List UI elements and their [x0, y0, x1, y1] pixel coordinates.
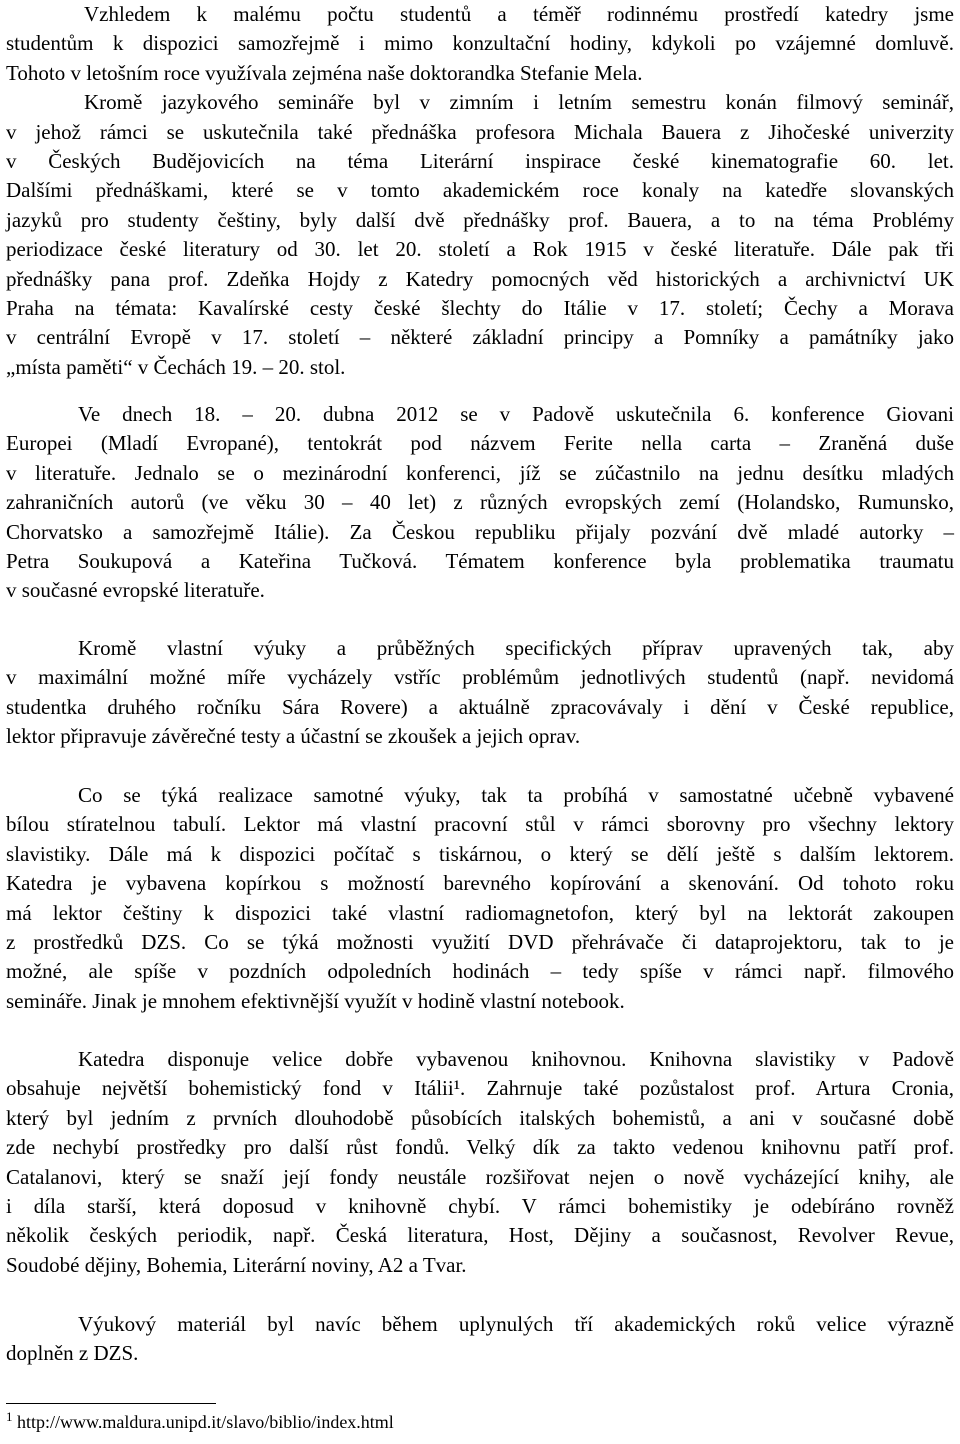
text-line: bílou stíratelnou tabulí. Lektor má vlastní pracovní stůl v rámci sborovny pro všechny lektory: [6, 812, 954, 837]
text-line: Kromě vlastní výuky a průběžných specifických příprav upravených tak, aby: [78, 636, 954, 660]
text-line: v současné evropské literatuře.: [6, 578, 265, 603]
footnote-number: 1: [6, 1409, 13, 1424]
text-line: možné, ale spíše v pozdních odpoledních hodinách – tedy spíše v rámci např. filmového: [6, 959, 954, 984]
text-line: Katedra je vybavena kopírkou s možností barevného kopírování a skenování. Od tohoto roku: [6, 871, 954, 896]
text-line: lektor připravuje závěrečné testy a účastní se zkoušek a jejich oprav.: [6, 724, 581, 749]
text-line: v Českých Budějovicích na téma Literární inspirace české kinematografie 60. let.: [6, 148, 954, 173]
text-line: studentům k dispozici samozřejmě i mimo konzultační hodiny, kdykoli po vzájemné domluvě.: [6, 31, 954, 56]
text-line: doplněn z DZS.: [6, 1341, 139, 1366]
text-line: který byl jedním z prvních dlouhodobě působících italských bohemistů, a ani v současné době: [6, 1105, 954, 1130]
text-line: zahraničních autorů (ve věku 30 – 40 let) z různých evropských zemí (Holandsko, Rumunsko,: [6, 490, 954, 515]
text-line: i díla starší, která doposud v knihovně chybí. V rámci bohemistiky je odebíráno rovněž: [6, 1193, 954, 1218]
text-line: v centrální Evropě v 17. století – některé základní principy a Pomníky a památníky jako: [6, 325, 954, 350]
text-line: Soudobé dějiny, Bohemia, Literární noviny, A2 a Tvar.: [6, 1252, 467, 1277]
text-line: Catalanovi, který se snaží její fondy neustále rozšiřovat nejen o nově vycházející knihy, ale: [6, 1164, 954, 1189]
text-line: jazyků pro studenty češtiny, byly další dvě přednášky prof. Bauera, a to na téma Problémy: [6, 207, 954, 232]
text-line: „místa paměti“ v Čechách 19. – 20. stol.: [6, 354, 346, 379]
paragraph-seminars: [6, 0, 954, 382]
paragraph-conference: [6, 400, 954, 606]
text-line: Dalšími přednáškami, které se v tomto akademickém roce konaly na katedře slovanských: [6, 178, 954, 203]
text-line: semináře. Jinak je mnohem efektivnější využít v hodině vlastní notebook.: [6, 988, 625, 1013]
text-line: zde nechybí prostředky pro další růst fondů. Velký dík za takto vedenou knihovnu patří prof.: [6, 1135, 954, 1160]
text-line: v maximální možné míře vycházely vstříc problémům jednotlivých studentů (např. nevidomá: [6, 665, 954, 690]
text-line: přednášky pana prof. Zdeňka Hojdy z Katedry pomocných věd historických a archivnictví UK: [6, 266, 954, 291]
text-line: Europei (Mladí Evropané), tentokrát pod názvem Ferite nella carta – Zraněná duše: [6, 431, 954, 456]
text-line: Ve dnech 18. – 20. dubna 2012 se v Padově uskutečnila 6. konference Giovani: [78, 402, 954, 426]
text-line: Vzhledem k malému počtu studentů a téměř rodinnému prostředí katedry jsme: [84, 2, 954, 26]
paragraph-equipment: [6, 781, 954, 1016]
text-line: Tohoto v letošním roce využívala zejména naše doktorandka Stefanie Mela.: [6, 60, 643, 85]
text-line: Praha na témata: Kavalírské cesty české šlechty do Itálie v 17. století; Čechy a Morava: [6, 295, 954, 320]
text-line: studentka druhého ročníku Sára Rovere) a aktuálně zpracovávaly i dění v České republice,: [6, 694, 954, 719]
paragraph-teaching: [6, 634, 954, 752]
text-line: Petra Soukupová a Kateřina Tučková. Tématem konference byla problematika traumatu: [6, 548, 954, 573]
text-line: v jehož rámci se uskutečnila také přednáška profesora Michala Bauera z Jihočeské univerzity: [6, 119, 954, 144]
text-line: několik českých periodik, např. Česká literatura, Host, Dějiny a současnost, Revolver Revue,: [6, 1223, 954, 1248]
paragraph-materials: [6, 1310, 954, 1369]
footnote-separator: [6, 1403, 216, 1404]
text-line: periodizace české literatury od 30. let 20. století a Rok 1915 v české literatuře. Dále pak tři: [6, 237, 954, 262]
paragraph-library: [6, 1045, 954, 1280]
text-line: v literatuře. Jednalo se o mezinárodní konferenci, jíž se zúčastnilo na jednu desítku mladých: [6, 460, 954, 485]
text-line: obsahuje největší bohemistický fond v Itálii¹. Zahrnuje také pozůstalost prof. Artura Cronia,: [6, 1076, 954, 1101]
text-line: slavistiky. Dále má k dispozici počítač s tiskárnou, o který se dělí ještě s dalším lektorem.: [6, 841, 954, 866]
text-line: Chorvatsko a samozřejmě Itálie). Za Českou republiku přijaly pozvání dvě mladé autorky –: [6, 519, 954, 544]
text-line: Co se týká realizace samotné výuky, tak ta probíhá v samostatné učebně vybavené: [78, 783, 954, 807]
text-line: z prostředků DZS. Co se týká možnosti využití DVD přehrávače či dataprojektoru, tak to je: [6, 929, 954, 954]
text-line: má lektor češtiny k dispozici také vlastní radiomagnetofon, který byl na lektorát zakoupen: [6, 900, 954, 925]
footnote-link[interactable]: http://www.maldura.unipd.it/slavo/biblio/index.html: [17, 1412, 394, 1432]
text-line: Katedra disponuje velice dobře vybavenou knihovnou. Knihovna slavistiky v Padově: [78, 1047, 954, 1071]
footnote: [6, 1411, 394, 1433]
text-line: Kromě jazykového semináře byl v zimním i letním semestru konán filmový seminář,: [84, 90, 954, 115]
text-line: Výukový materiál byl navíc během uplynulých tří akademických roků velice výrazně: [78, 1312, 954, 1336]
